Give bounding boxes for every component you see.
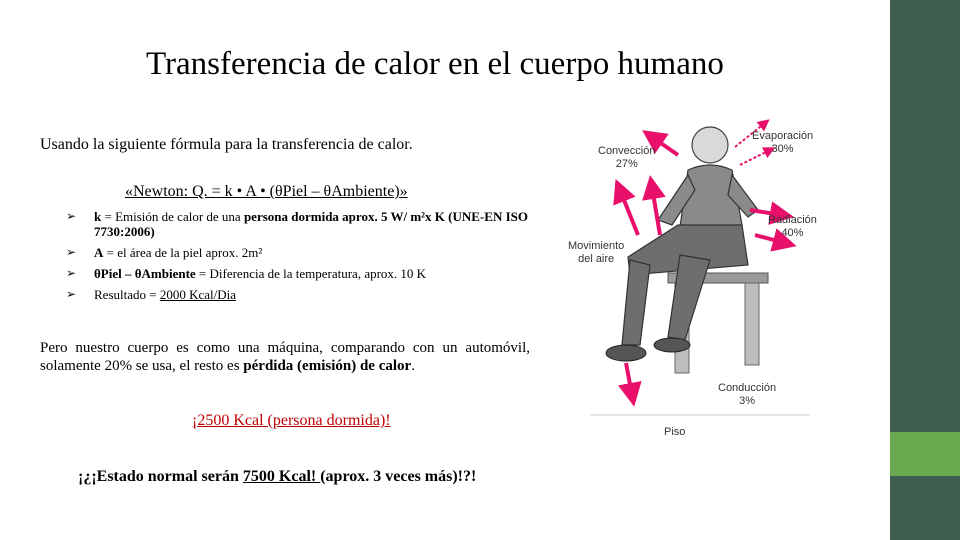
label-conduccion: Conducción 3% xyxy=(718,382,777,407)
arrow-bullet-icon: ➢ xyxy=(66,209,77,223)
heat-transfer-figure xyxy=(560,115,840,445)
bullet-a: ➢ A = el área de la piel aprox. 2m² xyxy=(66,245,263,260)
arrow-bullet-icon: ➢ xyxy=(66,245,77,259)
side-bar-green xyxy=(890,432,960,476)
paragraph: Pero nuestro cuerpo es como una máquina, comparando con un automóvil, solamente 20% se usa, el resto es pérdida (emisión) de calor. xyxy=(40,340,530,374)
bullet-list xyxy=(62,209,532,308)
label-evaporacion: Evaporación 30% xyxy=(752,130,814,155)
label-piso: Piso xyxy=(664,426,686,438)
highlight-normal: ¡¿¡Estado normal serán 7500 Kcal! (aprox. 3 veces más)!?! xyxy=(78,468,477,485)
formula: «Newton: Q. = k • A • (θPiel – θAmbiente)» xyxy=(125,183,408,200)
arrow-bullet-icon: ➢ xyxy=(66,266,77,280)
intro-text: Usando la siguiente fórmula para la transferencia de calor. xyxy=(40,136,413,153)
bullet-k: ➢ k = Emisión de calor de una persona dormida aprox. 5 W/ m²x K (UNE-EN ISO 7730:2006) xyxy=(66,209,528,239)
slide-title: Transferencia de calor en el cuerpo humano xyxy=(146,46,724,82)
bullet-theta: ➢ θPiel – θAmbiente = Diferencia de la temperatura, aprox. 10 K xyxy=(66,266,427,281)
bullet-resultado: ➢ Resultado = 2000 Kcal/Dia xyxy=(66,287,236,302)
label-conveccion: Convección 27% xyxy=(598,145,656,170)
highlight-sleeping: ¡2500 Kcal (persona dormida)! xyxy=(192,412,391,429)
label-movimiento-aire: Movimiento del aire xyxy=(568,240,625,265)
arrow-bullet-icon: ➢ xyxy=(66,287,77,301)
label-radiacion: Radiación 40% xyxy=(768,214,817,239)
side-bar-dark-top xyxy=(890,0,960,432)
side-bar-dark-bottom xyxy=(890,476,960,540)
